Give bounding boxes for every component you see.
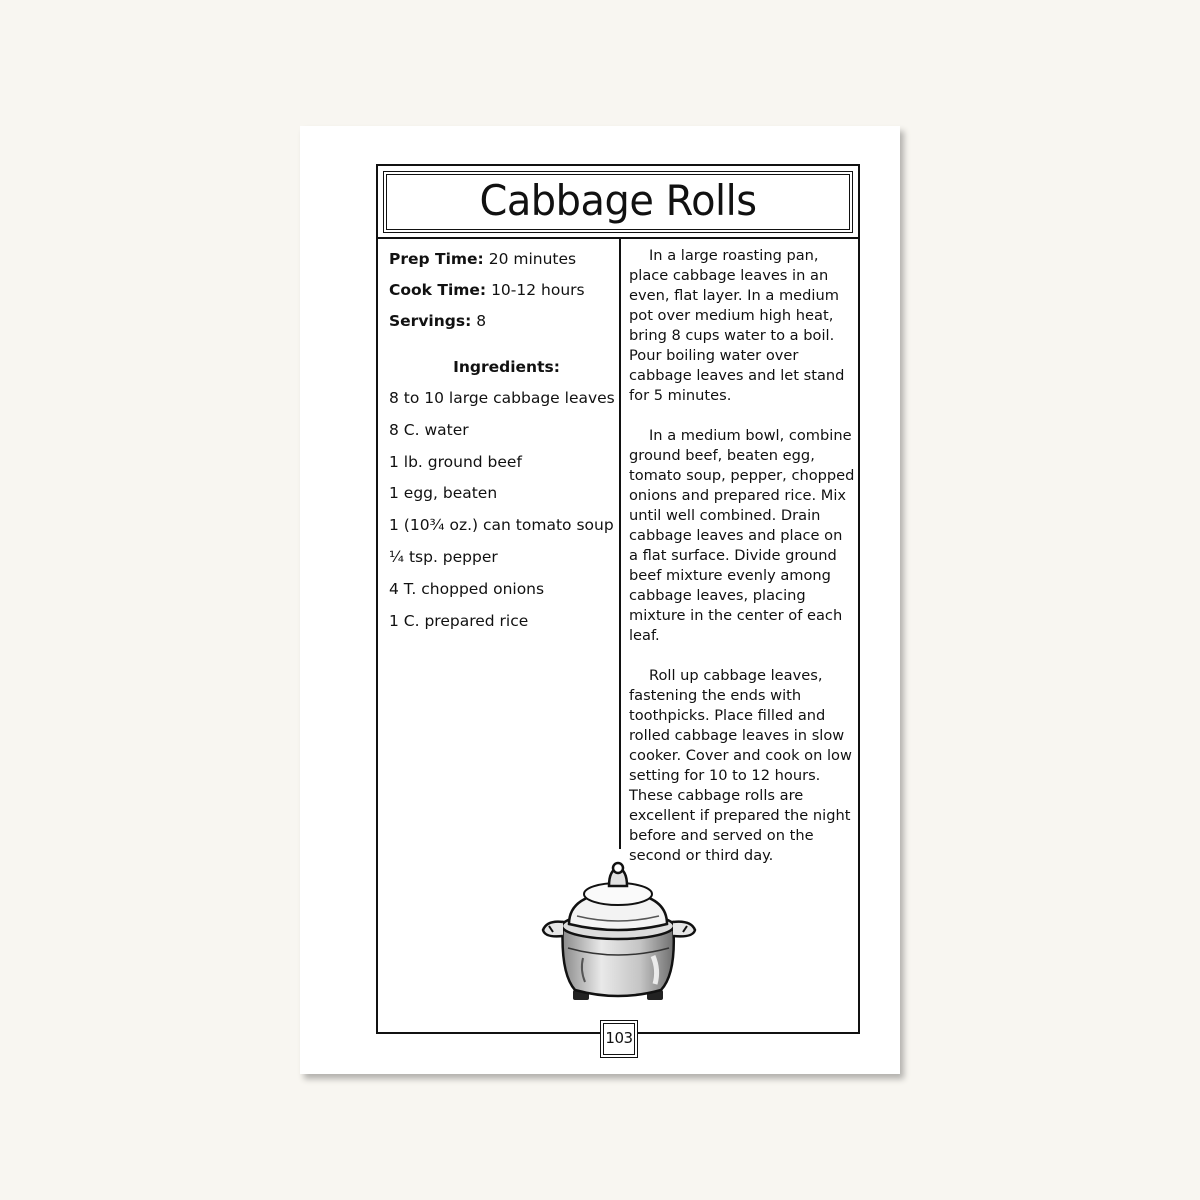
page-number-box (600, 1020, 638, 1058)
direction-paragraph: In a large roasting pan, place cabbage leaves in an even, flat layer. In a medium pot over medium high heat, bring 8 cups water to a boil. Pour boiling water over cabbage leaves and let stand for 5 minutes. (629, 247, 845, 404)
header-divider (378, 237, 858, 239)
ingredients-heading: Ingredients: (453, 358, 560, 376)
ingredient-item: 1 egg, beaten (389, 484, 498, 503)
cookbook-page (300, 126, 900, 1074)
direction-paragraph: Roll up cabbage leaves, fastening the ends with toothpicks. Place filled and rolled cabbage leaves in slow cooker. Cover and cook on low setting for 10 to 12 hours. These cabbage rolls are excellent if prepared the night before and served on the second or third day. (629, 667, 852, 864)
title-box (383, 171, 853, 233)
ingredient-item: 1 (10¾ oz.) can tomato soup (389, 516, 614, 535)
ingredient-item: 8 C. water (389, 420, 469, 439)
servings-value: 8 (476, 312, 487, 330)
ingredients-list (389, 383, 614, 637)
servings-label: Servings: (389, 312, 472, 330)
column-divider (619, 239, 621, 849)
ingredient-item: ¼ tsp. pepper (389, 547, 498, 566)
direction-paragraph: In a medium bowl, combine ground beef, beaten egg, tomato soup, pepper, chopped onions and prepared rice. Mix until well combined. Drain cabbage leaves and place on a flat surface. Divide ground beef mixture evenly among cabbage leaves, placing mixture in the center of each leaf. (629, 427, 855, 644)
recipe-title: Cabbage Rolls (479, 176, 757, 225)
cook-time (389, 275, 614, 306)
recipe-info-column (389, 244, 614, 637)
prep-time-value: 20 minutes (488, 250, 577, 268)
ingredient-item: 1 lb. ground beef (389, 452, 522, 471)
ingredient-item: 8 to 10 large cabbage leaves (389, 389, 615, 407)
cook-time-label: Cook Time: (389, 281, 487, 299)
recipe-frame (376, 164, 860, 1047)
directions-column (629, 246, 855, 886)
servings (389, 306, 614, 337)
cook-time-value: 10-12 hours (491, 281, 585, 299)
prep-time (389, 244, 614, 275)
prep-time-label: Prep Time: (389, 250, 484, 268)
ingredient-item: 4 T. chopped onions (389, 579, 545, 598)
slow-cooker-icon (535, 858, 705, 1008)
page-number: 103 (605, 1029, 633, 1047)
ingredient-item: 1 C. prepared rice (389, 611, 529, 630)
